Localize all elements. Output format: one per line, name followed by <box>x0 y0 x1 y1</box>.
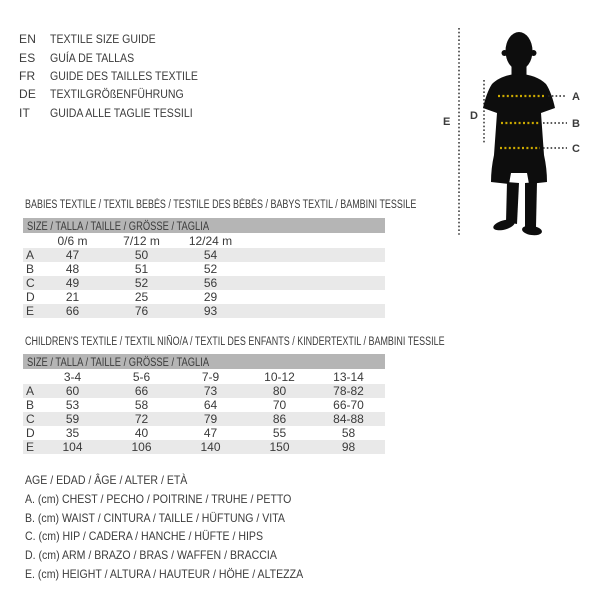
cell-value: 21 <box>65 290 80 304</box>
cell-value: 48 <box>65 262 80 276</box>
legend-text: C. (cm) HIP / CADERA / HANCHE / HÜFTE / HIPS <box>25 529 264 544</box>
cell-value: 49 <box>65 276 80 290</box>
language-row <box>19 67 218 85</box>
cell-value: 25 <box>134 290 149 304</box>
cell-value: 47 <box>203 426 218 440</box>
table-row <box>23 426 385 440</box>
babies-section-title-text: BABIES TEXTILE / TEXTIL BEBÉS / TESTILE DES BÉBÉS / BABYS TEXTIL / BAMBINI TESSILE <box>25 199 417 211</box>
table-row <box>23 262 385 276</box>
column-header: 5-6 <box>132 369 151 384</box>
column-header: 12/24 m <box>188 233 233 248</box>
row-label: E <box>26 440 35 454</box>
hip-label: C <box>572 143 580 155</box>
language-title: TEXTILGRÖßENFÜHRUNG <box>50 87 184 102</box>
babies-size-table <box>23 218 385 318</box>
row-label: D <box>26 290 35 304</box>
column-header: 10-12 <box>264 369 295 384</box>
row-label: B <box>26 262 35 276</box>
cell-value: 35 <box>65 426 80 440</box>
table-row <box>23 304 385 318</box>
column-header-row <box>23 233 385 248</box>
children-size-table <box>23 354 385 454</box>
size-header-bar <box>23 354 385 369</box>
cell-value: 54 <box>203 248 218 262</box>
table-row <box>23 384 385 398</box>
row-label: B <box>26 398 35 412</box>
row-label: D <box>26 426 35 440</box>
column-header: 13-14 <box>333 369 364 384</box>
language-code: DE <box>19 87 37 102</box>
cell-value: 56 <box>203 276 218 290</box>
table-row <box>23 398 385 412</box>
legend-text: D. (cm) ARM / BRAZO / BRAS / WAFFEN / BRACCIA <box>25 548 277 563</box>
cell-value: 72 <box>134 412 149 426</box>
cell-value: 52 <box>203 262 218 276</box>
cell-value: 66 <box>65 304 80 318</box>
cell-value: 55 <box>272 426 287 440</box>
column-header: 7-9 <box>201 369 220 384</box>
cell-value: 66-70 <box>333 398 364 412</box>
legend-text: B. (cm) WAIST / CINTURA / TAILLE / HÜFTUNG / VITA <box>25 510 285 525</box>
cell-value: 93 <box>203 304 218 318</box>
cell-value: 51 <box>134 262 149 276</box>
cell-value: 73 <box>203 384 218 398</box>
table-row <box>23 276 385 290</box>
cell-value: 58 <box>134 398 149 412</box>
row-label: A <box>26 384 35 398</box>
legend-line-waist <box>25 508 341 527</box>
arm-label: D <box>470 110 478 122</box>
language-code: ES <box>19 50 36 65</box>
height-label: E <box>443 116 451 128</box>
cell-value: 98 <box>341 440 356 454</box>
cell-value: 80 <box>272 384 287 398</box>
language-code: FR <box>19 68 36 83</box>
column-header-row <box>23 369 385 384</box>
row-label: E <box>26 304 35 318</box>
language-title-list <box>19 30 218 122</box>
table-row <box>23 412 385 426</box>
language-title: TEXTILE SIZE GUIDE <box>50 32 156 47</box>
size-header-text: SIZE / TALLA / TAILLE / GRÖSSE / TAGLIA <box>27 354 210 369</box>
cell-value: 150 <box>269 440 290 454</box>
cell-value: 106 <box>131 440 152 454</box>
cell-value: 47 <box>65 248 80 262</box>
legend-line-chest <box>25 490 341 509</box>
babies-section-title <box>25 199 527 211</box>
language-title: GUIDA ALLE TAGLIE TESSILI <box>50 105 193 120</box>
legend-text: AGE / EDAD / ÂGE / ALTER / ETÀ <box>25 473 188 488</box>
size-header-bar <box>23 218 385 233</box>
column-header: 3-4 <box>63 369 82 384</box>
chest-label: A <box>572 91 580 103</box>
language-title: GUÍA DE TALLAS <box>50 50 135 65</box>
language-code: IT <box>19 105 31 120</box>
row-label: C <box>26 412 35 426</box>
cell-value: 58 <box>341 426 356 440</box>
cell-value: 104 <box>62 440 83 454</box>
cell-value: 29 <box>203 290 218 304</box>
legend-line-height <box>25 564 341 583</box>
legend-line-arm <box>25 546 341 565</box>
cell-value: 86 <box>272 412 287 426</box>
cell-value: 52 <box>134 276 149 290</box>
column-header: 0/6 m <box>57 233 88 248</box>
cell-value: 76 <box>134 304 149 318</box>
cell-value: 50 <box>134 248 149 262</box>
row-label: A <box>26 248 35 262</box>
cell-value: 79 <box>203 412 218 426</box>
cell-value: 60 <box>65 384 80 398</box>
cell-value: 66 <box>134 384 149 398</box>
cell-value: 59 <box>65 412 80 426</box>
legend-line-hip <box>25 527 341 546</box>
language-row <box>19 104 218 122</box>
language-code: EN <box>19 32 37 47</box>
legend-text: E. (cm) HEIGHT / ALTURA / HAUTEUR / HÖHE / ALTEZZA <box>25 566 304 581</box>
language-row <box>19 48 218 66</box>
cell-value: 70 <box>272 398 287 412</box>
size-header-text: SIZE / TALLA / TAILLE / GRÖSSE / TAGLIA <box>27 218 210 233</box>
column-header: 7/12 m <box>123 233 160 248</box>
cell-value: 84-88 <box>333 412 364 426</box>
cell-value: 40 <box>134 426 149 440</box>
cell-value: 78-82 <box>333 384 364 398</box>
children-section-title-text: CHILDREN'S TEXTILE / TEXTIL NIÑO/A / TEXTIL DES ENFANTS / KINDERTEXTIL / BAMBINI TESSILE <box>25 336 445 348</box>
legend-text: A. (cm) CHEST / PECHO / POITRINE / TRUHE / PETTO <box>25 492 292 507</box>
row-label: C <box>26 276 35 290</box>
children-section-title <box>25 336 563 348</box>
table-row <box>23 248 385 262</box>
language-title: GUIDE DES TAILLES TEXTILE <box>50 68 198 83</box>
measurement-legend <box>25 471 341 583</box>
table-row <box>23 440 385 454</box>
table-row <box>23 290 385 304</box>
legend-line-age <box>25 471 341 490</box>
cell-value: 140 <box>200 440 221 454</box>
language-row <box>19 85 218 103</box>
waist-label: B <box>572 118 580 130</box>
language-row <box>19 30 218 48</box>
cell-value: 64 <box>203 398 218 412</box>
cell-value: 53 <box>65 398 80 412</box>
